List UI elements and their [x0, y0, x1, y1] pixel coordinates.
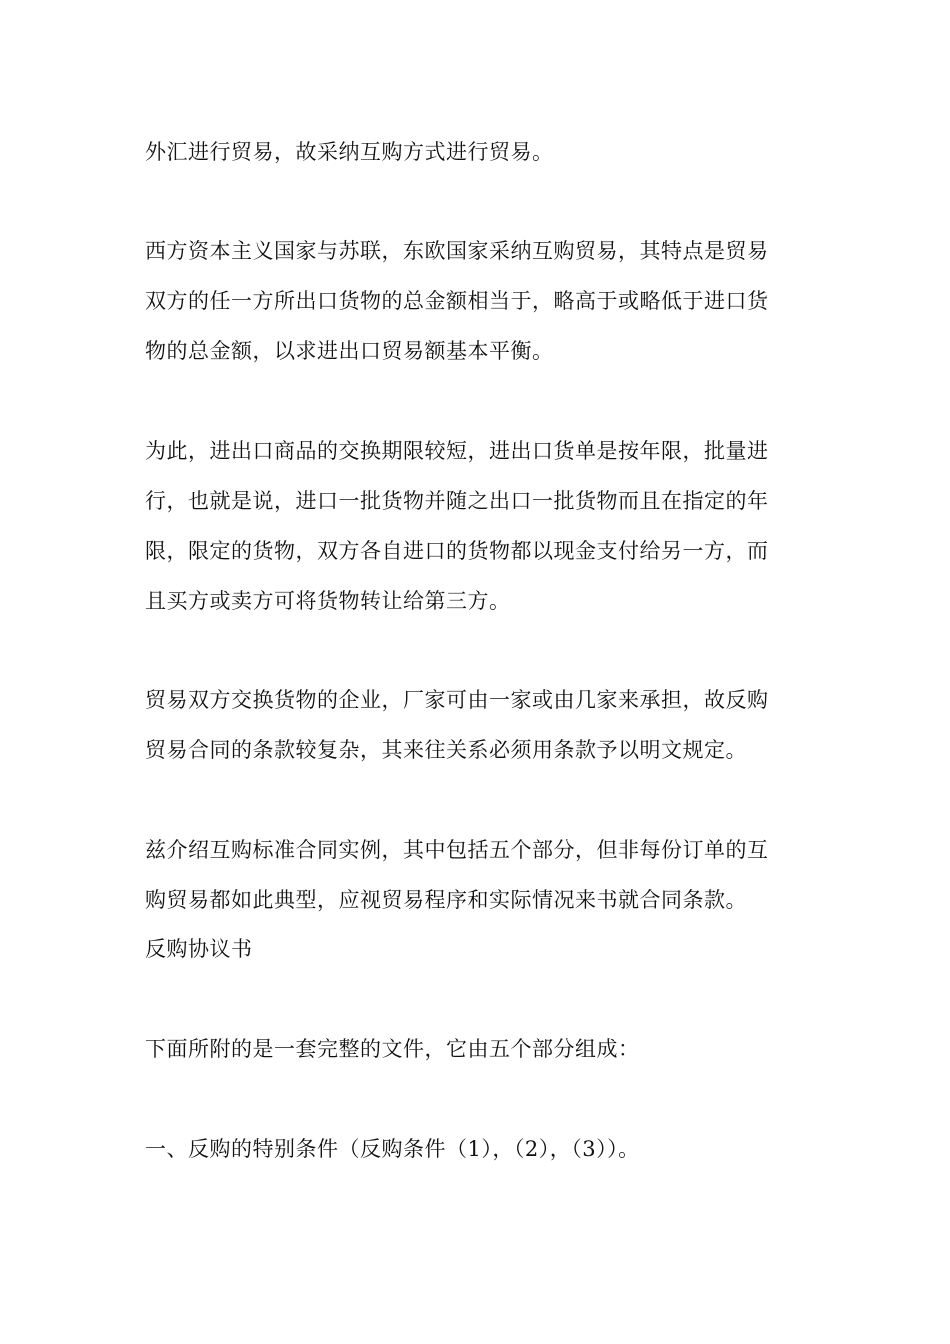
paragraph-3-line-4: 且买方或卖方可将货物转让给第三方。 [145, 589, 511, 613]
paragraph-3-line-2: 行，也就是说，进口一批货物并随之出口一批货物而且在指定的年 [145, 489, 769, 513]
paragraph-3-line-3: 限，限定的货物，双方各自进口的货物都以现金支付给另一方，而 [145, 539, 769, 563]
paragraph-5-line-1: 兹介绍互购标准合同实例，其中包括五个部分，但非每份订单的互 [145, 838, 769, 862]
paragraph-4-line-1: 贸易双方交换货物的企业，厂家可由一家或由几家来承担，故反购 [145, 688, 769, 712]
paragraph-2-line-1: 西方资本主义国家与苏联，东欧国家采纳互购贸易，其特点是贸易 [145, 239, 769, 263]
list-item-1: 一、反购的特别条件（反购条件（1），（2），（3））。 [145, 1137, 640, 1161]
paragraph-1-line-1: 外汇进行贸易，故采纳互购方式进行贸易。 [145, 140, 554, 164]
paragraph-2-line-3: 物的总金额，以求进出口贸易额基本平衡。 [145, 339, 554, 363]
paragraph-6-line-1: 下面所附的是一套完整的文件，它由五个部分组成： [145, 1037, 640, 1061]
paragraph-4-line-2: 贸易合同的条款较复杂，其来往关系必须用条款予以明文规定。 [145, 738, 747, 762]
section-heading: 反购协议书 [145, 937, 253, 961]
paragraph-5-line-2: 购贸易都如此典型，应视贸易程序和实际情况来书就合同条款。 [145, 888, 747, 912]
paragraph-2-line-2: 双方的任一方所出口货物的总金额相当于，略高于或略低于进口货 [145, 289, 769, 313]
paragraph-3-line-1: 为此，进出口商品的交换期限较短，进出口货单是按年限，批量进 [145, 439, 769, 463]
